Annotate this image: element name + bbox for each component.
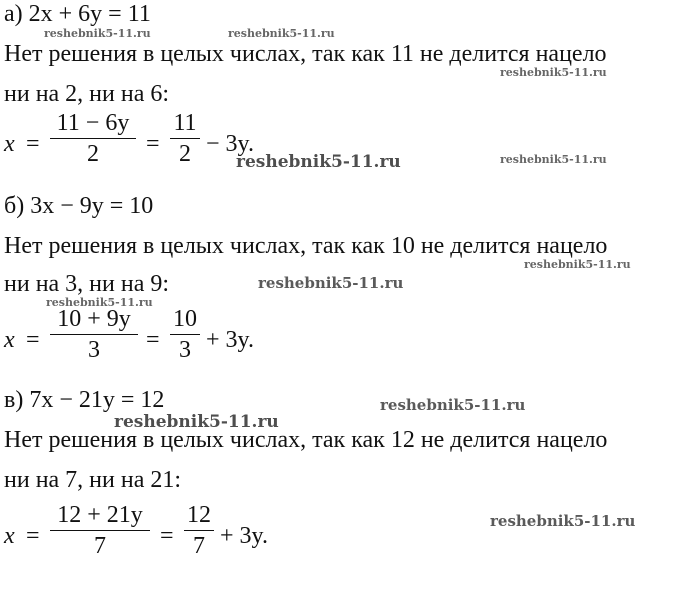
equals-sign: =: [146, 327, 160, 353]
watermark: reshebnik5-11.ru: [380, 396, 526, 414]
fraction-2: [170, 108, 200, 169]
denominator: 7: [193, 533, 205, 559]
watermark: reshebnik5-11.ru: [258, 274, 404, 292]
fraction-2: [170, 304, 200, 365]
numerator: 12 + 21y: [57, 502, 143, 528]
watermark: reshebnik5-11.ru: [44, 27, 151, 40]
equation-tail: − 3y.: [206, 131, 254, 157]
numerator: 12: [187, 502, 211, 528]
watermark: reshebnik5-11.ru: [46, 296, 153, 309]
fraction-1: [50, 108, 136, 169]
equals-sign: =: [146, 131, 160, 157]
denominator: 3: [88, 337, 100, 363]
part-a-text-line1: Нет решения в целых числах, так как 11 не делится нацело: [4, 41, 607, 67]
part-c-text-line2: ни на 7, ни на 21:: [4, 467, 182, 493]
denominator: 7: [94, 533, 106, 559]
denominator: 2: [179, 141, 191, 167]
watermark: reshebnik5-11.ru: [490, 512, 636, 530]
equals-sign: =: [160, 523, 174, 549]
equation-tail: + 3y.: [220, 523, 268, 549]
part-c-header: в) 7x − 21y = 12: [4, 387, 165, 413]
watermark: reshebnik5-11.ru: [500, 66, 607, 79]
numerator: 10: [173, 306, 197, 332]
lhs-variable: x: [4, 327, 15, 353]
fraction-1: [50, 500, 150, 561]
part-c-equation: [4, 500, 344, 570]
watermark: reshebnik5-11.ru: [228, 27, 335, 40]
equals-sign: =: [26, 327, 40, 353]
part-b-header: б) 3x − 9y = 10: [4, 193, 154, 219]
watermark: reshebnik5-11.ru: [236, 152, 401, 172]
numerator: 11: [173, 110, 197, 136]
part-b-text-line1: Нет решения в целых числах, так как 10 не делится нацело: [4, 233, 608, 259]
fraction-2: [184, 500, 214, 561]
part-b-equation: [4, 304, 324, 374]
part-a-text-line2: ни на 2, ни на 6:: [4, 81, 170, 107]
equation-tail: + 3y.: [206, 327, 254, 353]
part-c-text-line1: Нет решения в целых числах, так как 12 не делится нацело: [4, 427, 608, 453]
watermark: reshebnik5-11.ru: [114, 412, 279, 432]
denominator: 2: [87, 141, 99, 167]
denominator: 3: [179, 337, 191, 363]
lhs-variable: x: [4, 131, 15, 157]
equals-sign: =: [26, 131, 40, 157]
equals-sign: =: [26, 523, 40, 549]
watermark: reshebnik5-11.ru: [500, 153, 607, 166]
numerator: 11 − 6y: [56, 110, 130, 136]
lhs-variable: x: [4, 523, 15, 549]
part-b-text-line2: ни на 3, ни на 9:: [4, 271, 170, 297]
fraction-1: [50, 304, 138, 365]
watermark: reshebnik5-11.ru: [524, 258, 631, 271]
numerator: 10 + 9y: [57, 306, 131, 332]
part-a-header: а) 2x + 6y = 11: [4, 1, 151, 27]
